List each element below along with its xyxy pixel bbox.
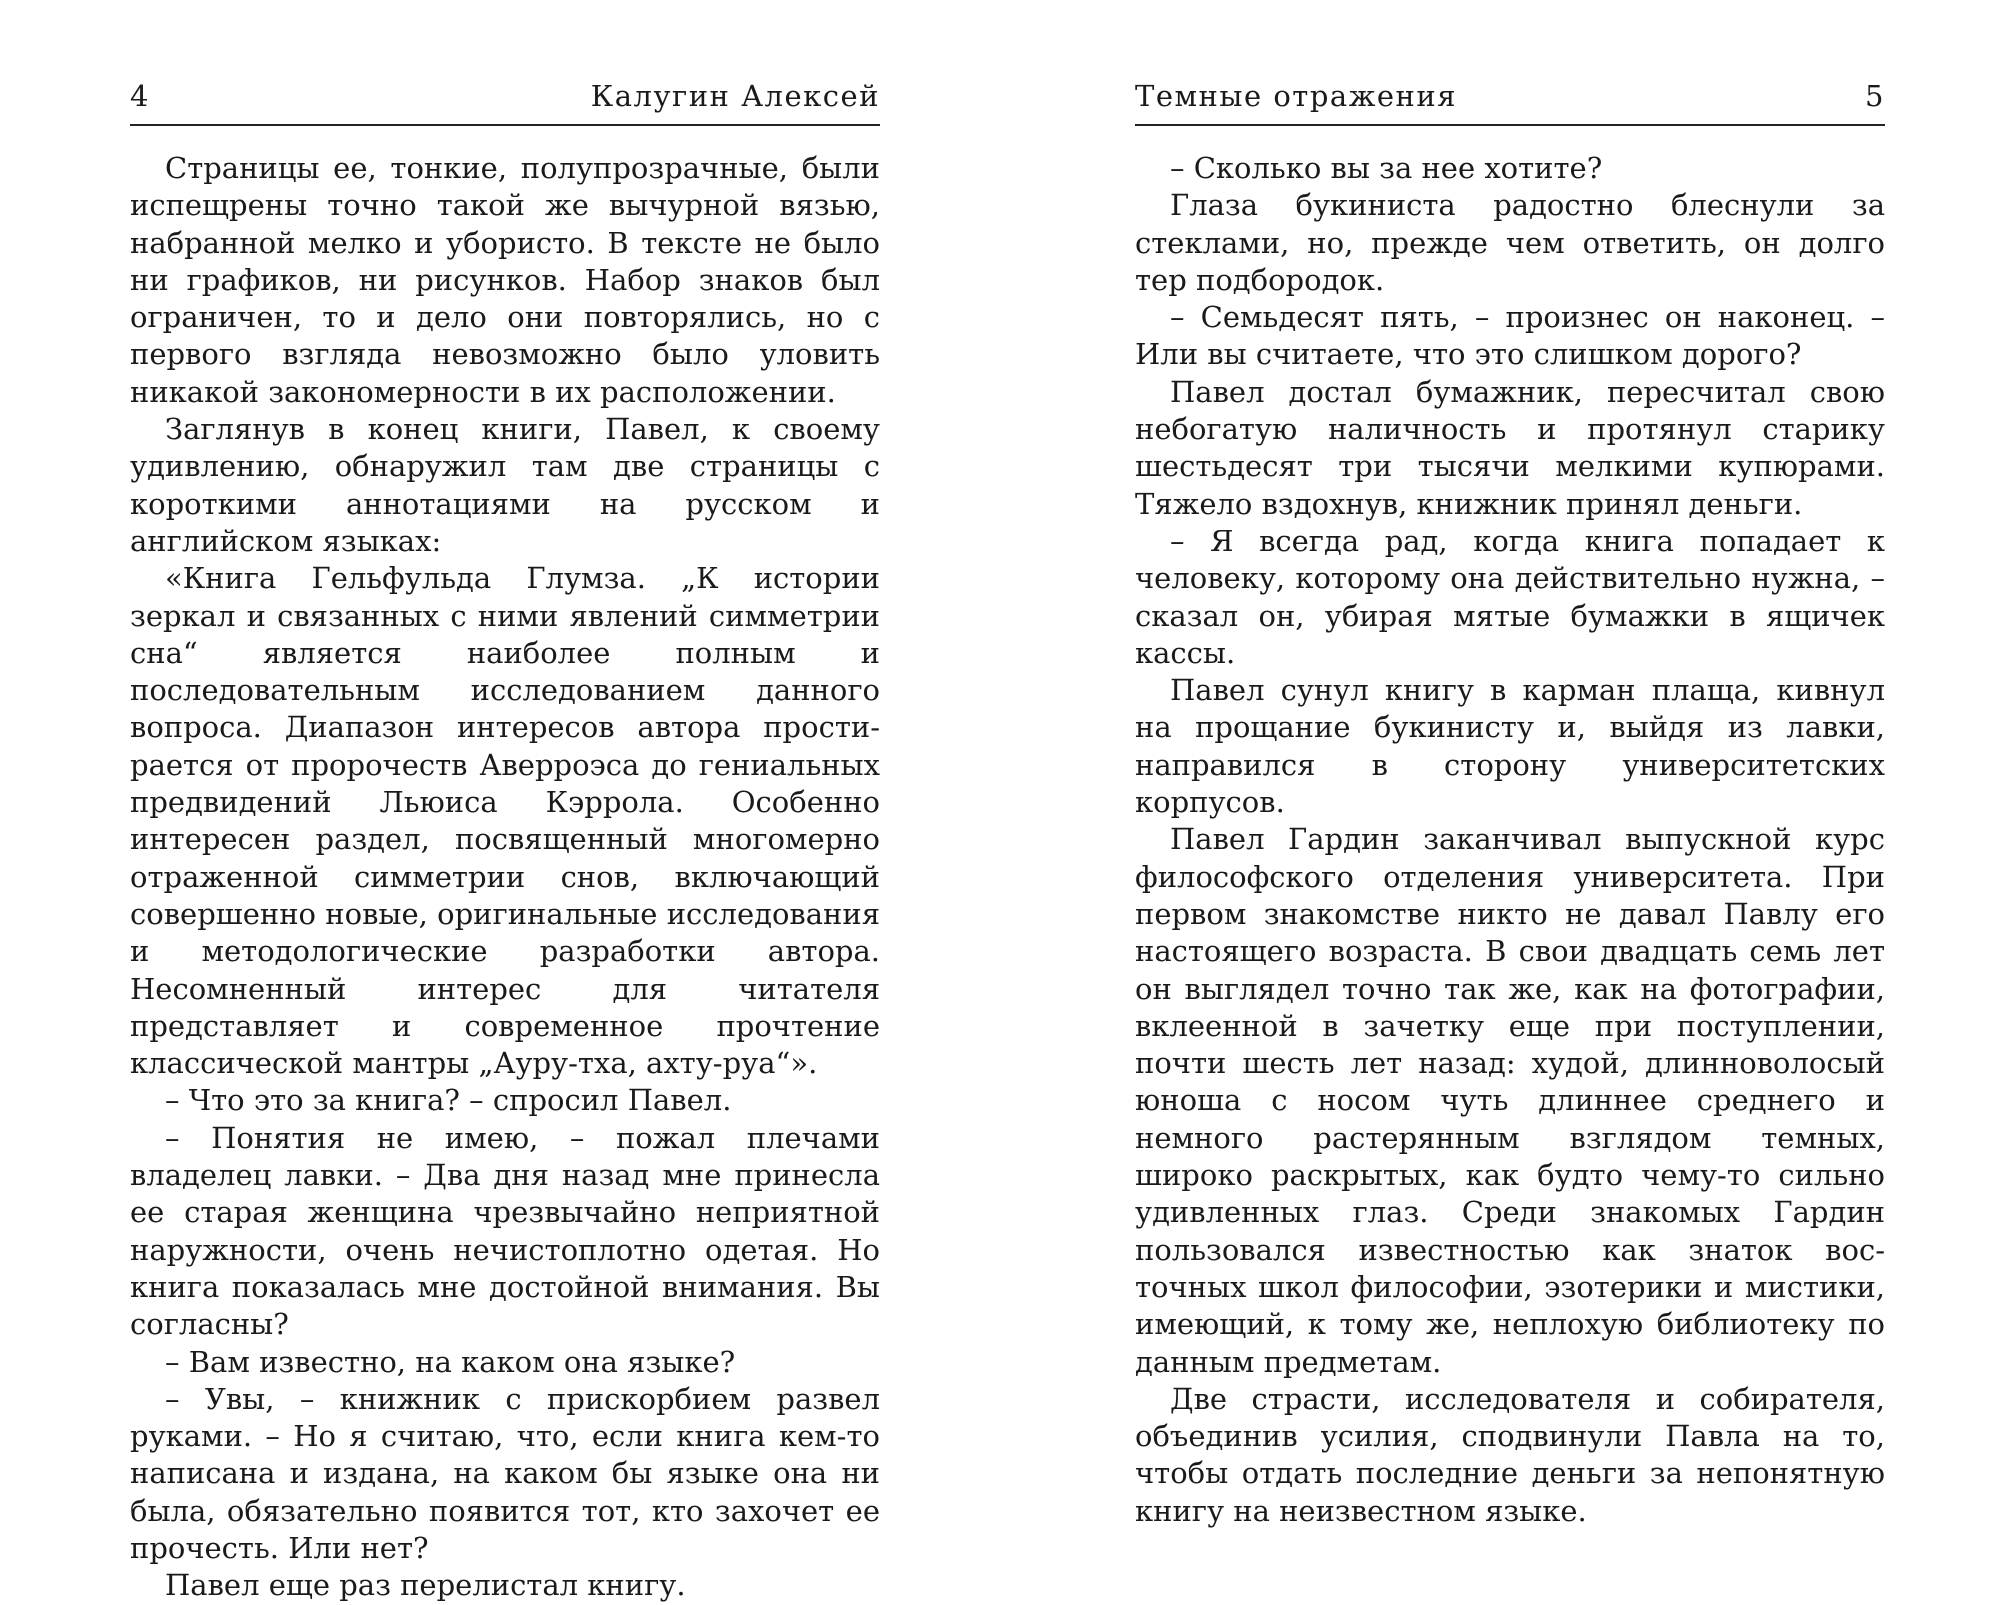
left-page-number: 4 bbox=[130, 79, 150, 113]
right-page bbox=[1135, 0, 1885, 1528]
paragraph: – Семьдесят пять, – произнес он наконец. – Или вы считаете, что это слишком дорого? bbox=[1135, 300, 1885, 372]
right-running-head bbox=[1135, 78, 1885, 126]
paragraph: – Сколько вы за нее хотите? bbox=[1170, 151, 1603, 185]
paragraph: «Книга Гельфульда Глумза. „К истории зеркал и связанных с ними явлений симметрии сна“ является наиболее полным и последовательным исследованием данного вопроса. Диапазон интересов автора простирается от пророчеств Аверроэса до гениальных предвидений Льюиса Кэррола. Особенно интересен раздел, посвященный многомерно отраженной симметрии снов, включающий совершенно новые, оригинальные исследования и методологические разработки автора. Несомненный интерес для читателя представляет и современное прочтение классической мантры „Ауру-тха, ахту-руа“». bbox=[130, 561, 880, 1081]
paragraph: Павел Гардин заканчивал выпускной курс философского отделения университета. При первом знакомстве никто не давал Павлу его настоящего возраста. В свои двадцать семь лет он выглядел точно так же, как на фотографии, вклеенной в зачетку еще при поступлении, почти шесть лет назад: худой, длинноволосый юноша с носом чуть длиннее среднего и немного растерянным взглядом темных, широко раскрытых, как будто чему-то сильно удивленных глаз. Среди знакомых Гардин пользовался известностью как знаток восточных школ философии, эзотерики и мистики, имеющий, к тому же, неплохую библиотеку по данным предметам. bbox=[1135, 822, 1885, 1379]
paragraph: – Вам известно, на каком она языке? bbox=[165, 1344, 736, 1379]
right-body-text bbox=[1135, 150, 1885, 1530]
paragraph: Глаза букиниста радостно блеснули за стеклами, но, прежде чем ответить, он долго тер подбородок. bbox=[1135, 188, 1885, 297]
paragraph: – Я всегда рад, когда книга попадает к человеку, которому она действительно нужна, – сказал он, убирая мятые бумажки в ящичек кассы. bbox=[1135, 523, 1885, 670]
right-running-title: Темные отражения bbox=[1135, 79, 1458, 113]
paragraph: Павел достал бумажник, пересчитал свою небогатую наличность и протянул старику шестьдесят три тысячи мелкими купюрами. Тяжело вздохнув, книжник принял деньги. bbox=[1135, 374, 1885, 521]
left-running-title: Калугин Алексей bbox=[590, 79, 880, 113]
paragraph: Павел еще раз перелистал книгу. bbox=[165, 1568, 686, 1603]
paragraph: – Понятия не имею, – пожал плечами владелец лавки. – Два дня назад мне принесла ее старая женщина чрезвычайно неприятной наружности, очень нечистоплотно одетая. Но книга показалась мне достойной внимания. Вы согласны? bbox=[130, 1120, 880, 1342]
paragraph: – Увы, – книжник с прискорбием развел руками. – Но я считаю, что, если книга кем-то написана и издана, на каком бы языке она ни была, обязательно появится тот, кто захочет ее прочесть. Или нет? bbox=[130, 1381, 880, 1565]
left-running-head bbox=[130, 78, 880, 126]
left-body-text bbox=[130, 150, 880, 1605]
paragraph: Страницы ее, тонкие, полупрозрачные, были испещрены точно такой же вычурной вязью, набранной мелко и убористо. В тексте не было ни графиков, ни рисунков. Набор знаков был ограничен, то и дело они повторялись, но с первого взгляда невозможно было уловить никакой закономерности в их расположении. bbox=[130, 151, 880, 409]
paragraph: Заглянув в конец книги, Павел, к своему удивлению, обнаружил там две страницы с короткими аннотациями на русском и английском языках: bbox=[130, 412, 880, 558]
paragraph: – Что это за книга? – спросил Павел. bbox=[165, 1083, 732, 1118]
paragraph: Две страсти, исследователя и собирателя, объединив усилия, сподвинули Павла на то, чтобы отдать последние деньги за непонятную книгу на неизвестном языке. bbox=[1135, 1381, 1885, 1528]
left-page bbox=[130, 0, 880, 1603]
right-page-number: 5 bbox=[1865, 79, 1885, 113]
paragraph: Павел сунул книгу в карман плаща, кивнул на прощание букинисту и, выйдя из лавки, направился в сторону университетских корпусов. bbox=[1135, 673, 1885, 820]
